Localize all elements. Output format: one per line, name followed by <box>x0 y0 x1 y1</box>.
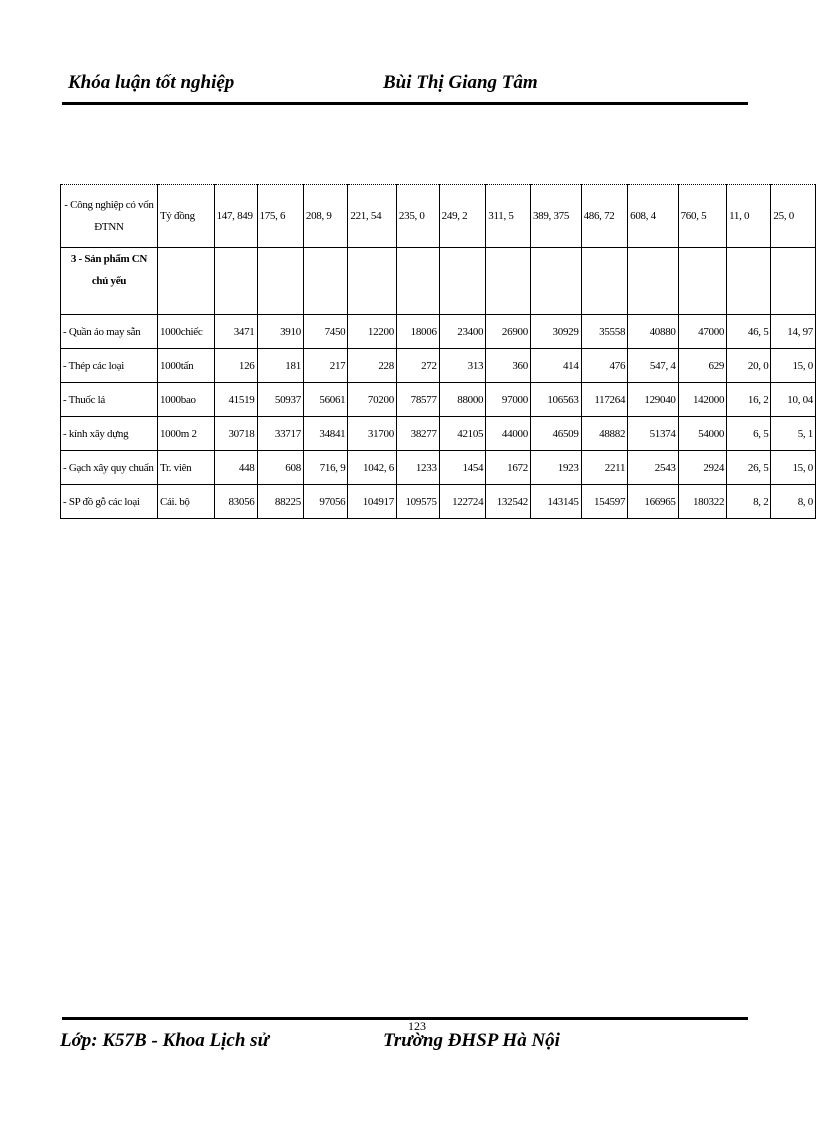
table-cell: 228 <box>348 349 397 383</box>
table-cell: 272 <box>396 349 439 383</box>
table-cell: 217 <box>303 349 347 383</box>
table-cell: 313 <box>439 349 486 383</box>
table-cell: 16, 2 <box>727 383 771 417</box>
table-cell: 221, 54 <box>348 185 397 248</box>
table-row <box>61 417 816 451</box>
footer-rule <box>62 1017 748 1020</box>
table-cell: 2924 <box>678 451 727 485</box>
table-cell: 10, 04 <box>771 383 816 417</box>
table-cell: 126 <box>214 349 257 383</box>
table-cell: 46, 5 <box>727 315 771 349</box>
header-author: Bùi Thị Giang Tâm <box>383 72 538 93</box>
row-unit: 1000bao <box>157 383 214 417</box>
table-cell: 166965 <box>628 485 678 519</box>
table-cell <box>439 248 486 315</box>
table-cell: 14, 97 <box>771 315 816 349</box>
table-cell: 97000 <box>486 383 531 417</box>
table-cell: 1672 <box>486 451 531 485</box>
table-cell: 1454 <box>439 451 486 485</box>
table-cell: 311, 5 <box>486 185 531 248</box>
table-cell: 88225 <box>257 485 303 519</box>
table-cell: 78577 <box>396 383 439 417</box>
row-label: - SP đồ gỗ các loại <box>61 485 158 519</box>
table-cell: 26, 5 <box>727 451 771 485</box>
table-cell: 180322 <box>678 485 727 519</box>
table-cell: 2543 <box>628 451 678 485</box>
table-cell <box>678 248 727 315</box>
table-cell <box>396 248 439 315</box>
table-row <box>61 383 816 417</box>
table-cell: 448 <box>214 451 257 485</box>
table-cell <box>727 248 771 315</box>
row-label: - Gạch xây quy chuẩn <box>61 451 158 485</box>
table-cell: 56061 <box>303 383 347 417</box>
table-cell: 38277 <box>396 417 439 451</box>
table-cell: 132542 <box>486 485 531 519</box>
row-label: - Thép các loại <box>61 349 158 383</box>
row-unit: Tỷ đồng <box>157 185 214 248</box>
header-rule <box>62 102 748 105</box>
table-cell <box>303 248 347 315</box>
table-cell: 122724 <box>439 485 486 519</box>
table-cell: 143145 <box>530 485 581 519</box>
table-cell: 50937 <box>257 383 303 417</box>
table-cell: 414 <box>530 349 581 383</box>
row-unit: 1000chiếc <box>157 315 214 349</box>
table-cell <box>771 248 816 315</box>
table-cell: 97056 <box>303 485 347 519</box>
table-cell <box>257 248 303 315</box>
table-cell: 608, 4 <box>628 185 678 248</box>
table-cell: 42105 <box>439 417 486 451</box>
row-label: - Thuốc lá <box>61 383 158 417</box>
table-cell <box>214 248 257 315</box>
footer-school: Trường ĐHSP Hà Nội <box>383 1030 560 1051</box>
table-cell: 629 <box>678 349 727 383</box>
table-cell: 11, 0 <box>727 185 771 248</box>
table-cell: 70200 <box>348 383 397 417</box>
table-cell: 3471 <box>214 315 257 349</box>
row-unit: Cái. bộ <box>157 485 214 519</box>
header-left-title: Khóa luận tốt nghiệp <box>68 72 235 93</box>
table-row <box>61 248 816 315</box>
table-cell: 249, 2 <box>439 185 486 248</box>
table-cell: 25, 0 <box>771 185 816 248</box>
row-unit: 1000m 2 <box>157 417 214 451</box>
table-cell: 8, 2 <box>727 485 771 519</box>
table-cell: 760, 5 <box>678 185 727 248</box>
table-cell: 1042, 6 <box>348 451 397 485</box>
table-cell: 8, 0 <box>771 485 816 519</box>
table-cell <box>348 248 397 315</box>
table-row <box>61 485 816 519</box>
table-cell: 12200 <box>348 315 397 349</box>
table-cell: 6, 5 <box>727 417 771 451</box>
table-cell: 117264 <box>581 383 628 417</box>
table-cell: 486, 72 <box>581 185 628 248</box>
row-unit <box>157 248 214 315</box>
table-row <box>61 451 816 485</box>
table-cell: 44000 <box>486 417 531 451</box>
table-cell: 547, 4 <box>628 349 678 383</box>
table-cell: 3910 <box>257 315 303 349</box>
table-cell: 360 <box>486 349 531 383</box>
table-cell <box>581 248 628 315</box>
row-unit: Tr. viên <box>157 451 214 485</box>
table-cell: 30718 <box>214 417 257 451</box>
table-cell: 1923 <box>530 451 581 485</box>
table-cell: 1233 <box>396 451 439 485</box>
table-cell: 154597 <box>581 485 628 519</box>
table-cell: 104917 <box>348 485 397 519</box>
table-cell: 33717 <box>257 417 303 451</box>
table-cell: 109575 <box>396 485 439 519</box>
table-cell: 30929 <box>530 315 581 349</box>
table-cell: 83056 <box>214 485 257 519</box>
table-cell: 20, 0 <box>727 349 771 383</box>
page-number: 123 <box>408 1019 426 1033</box>
row-unit: 1000tấn <box>157 349 214 383</box>
table-cell: 40880 <box>628 315 678 349</box>
table-cell: 608 <box>257 451 303 485</box>
table-cell: 88000 <box>439 383 486 417</box>
table-cell: 15, 0 <box>771 349 816 383</box>
row-label: 3 - Sản phẩm CN chủ yếu <box>61 248 158 315</box>
table-cell <box>486 248 531 315</box>
table-cell: 389, 375 <box>530 185 581 248</box>
table-cell: 31700 <box>348 417 397 451</box>
row-label: - kính xây dựng <box>61 417 158 451</box>
table-cell: 18006 <box>396 315 439 349</box>
table-cell: 41519 <box>214 383 257 417</box>
table-cell: 35558 <box>581 315 628 349</box>
table-cell: 106563 <box>530 383 581 417</box>
statistics-table <box>60 184 816 519</box>
row-label: - Công nghiệp có vốn ĐTNN <box>61 185 158 248</box>
table-cell: 208, 9 <box>303 185 347 248</box>
table-cell: 129040 <box>628 383 678 417</box>
table-cell: 46509 <box>530 417 581 451</box>
table-cell: 716, 9 <box>303 451 347 485</box>
table-row <box>61 349 816 383</box>
table-cell: 476 <box>581 349 628 383</box>
table-cell: 142000 <box>678 383 727 417</box>
table-cell: 23400 <box>439 315 486 349</box>
table-cell: 51374 <box>628 417 678 451</box>
table-cell <box>530 248 581 315</box>
table-cell: 26900 <box>486 315 531 349</box>
table-cell: 34841 <box>303 417 347 451</box>
table-row <box>61 315 816 349</box>
table-cell: 15, 0 <box>771 451 816 485</box>
table-cell: 54000 <box>678 417 727 451</box>
table-cell: 7450 <box>303 315 347 349</box>
table-cell: 181 <box>257 349 303 383</box>
row-label: - Quần áo may sẵn <box>61 315 158 349</box>
table-cell: 5, 1 <box>771 417 816 451</box>
table-cell: 2211 <box>581 451 628 485</box>
table-cell: 47000 <box>678 315 727 349</box>
table-row <box>61 185 816 248</box>
table-cell <box>628 248 678 315</box>
table-cell: 48882 <box>581 417 628 451</box>
table-cell: 175, 6 <box>257 185 303 248</box>
table-cell: 147, 849 <box>214 185 257 248</box>
table-cell: 235, 0 <box>396 185 439 248</box>
footer-class: Lớp: K57B - Khoa Lịch sử <box>60 1030 269 1051</box>
